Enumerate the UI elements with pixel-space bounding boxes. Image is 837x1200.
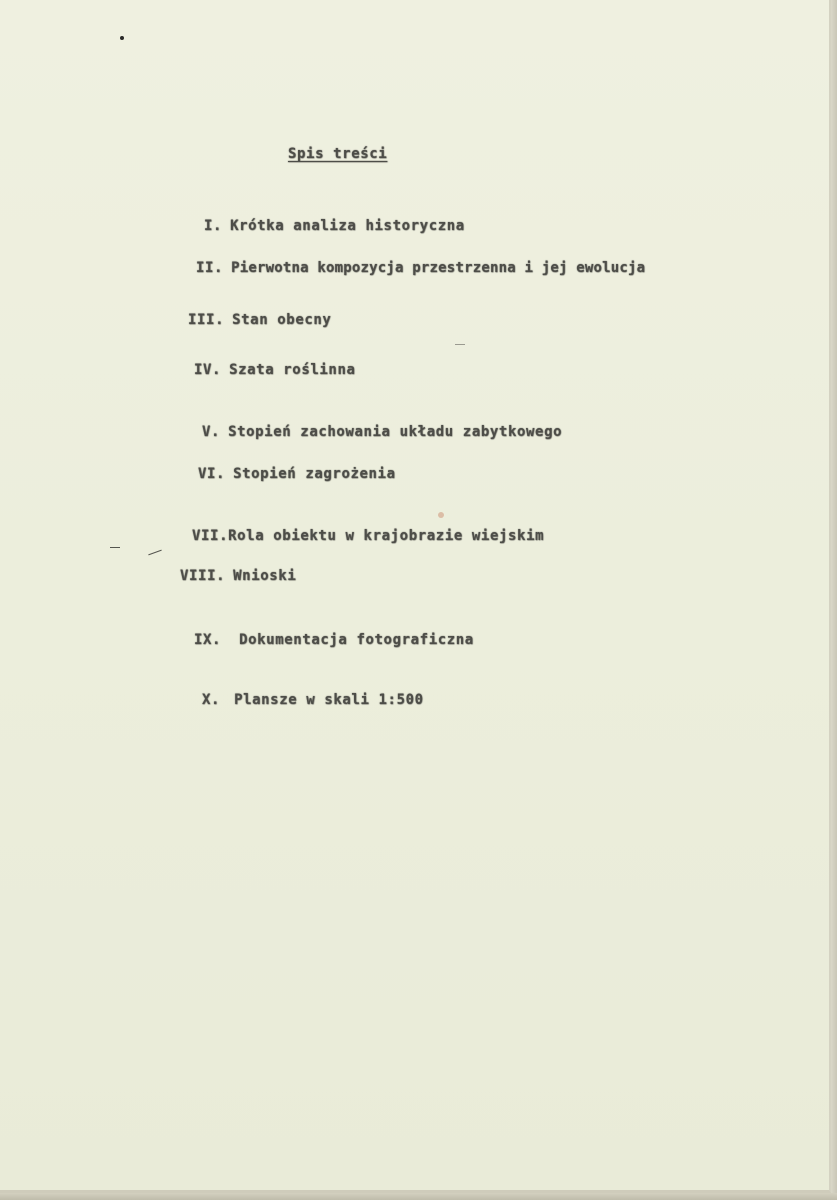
item-number: V. [202, 424, 221, 440]
paper-stain [438, 512, 444, 518]
pencil-mark [110, 547, 120, 548]
item-label: Dokumentacja fotograficzna [239, 632, 474, 648]
page-edge-shadow [831, 0, 837, 1200]
item-label: Pierwotna kompozycja przestrzenna i jej ewolucja [231, 260, 646, 276]
item-label: Rola obiektu w krajobrazie wiejskim [228, 528, 545, 544]
list-item [180, 568, 296, 584]
page-bottom-shadow [0, 1193, 837, 1200]
item-number: VII. [192, 528, 229, 544]
item-label: Plansze w skali 1:500 [234, 692, 424, 708]
item-label: Szata roślinna [229, 362, 356, 378]
pencil-mark [455, 344, 465, 345]
item-label: Stan obecny [232, 312, 332, 328]
list-item [194, 632, 474, 648]
item-number: I. [204, 218, 223, 234]
list-item [204, 218, 465, 234]
list-item [198, 466, 396, 482]
item-label: Stopień zagrożenia [233, 466, 396, 482]
list-item [202, 424, 562, 440]
item-number: X. [202, 692, 221, 708]
item-number: VI. [198, 466, 226, 482]
list-item [196, 260, 645, 276]
list-item [192, 528, 544, 544]
item-number: II. [196, 260, 224, 276]
item-number: IV. [194, 362, 222, 378]
list-item [188, 312, 331, 328]
item-number: IX. [194, 632, 222, 648]
ink-speck [120, 36, 124, 40]
item-number: VIII. [180, 568, 226, 584]
item-number: III. [188, 312, 225, 328]
item-label: Krótka analiza historyczna [230, 218, 465, 234]
page-title: Spis treści [288, 146, 388, 162]
list-item [202, 692, 424, 708]
item-label: Wnioski [233, 568, 297, 584]
list-item [194, 362, 356, 378]
item-label: Stopień zachowania układu zabytkowego [228, 424, 563, 440]
